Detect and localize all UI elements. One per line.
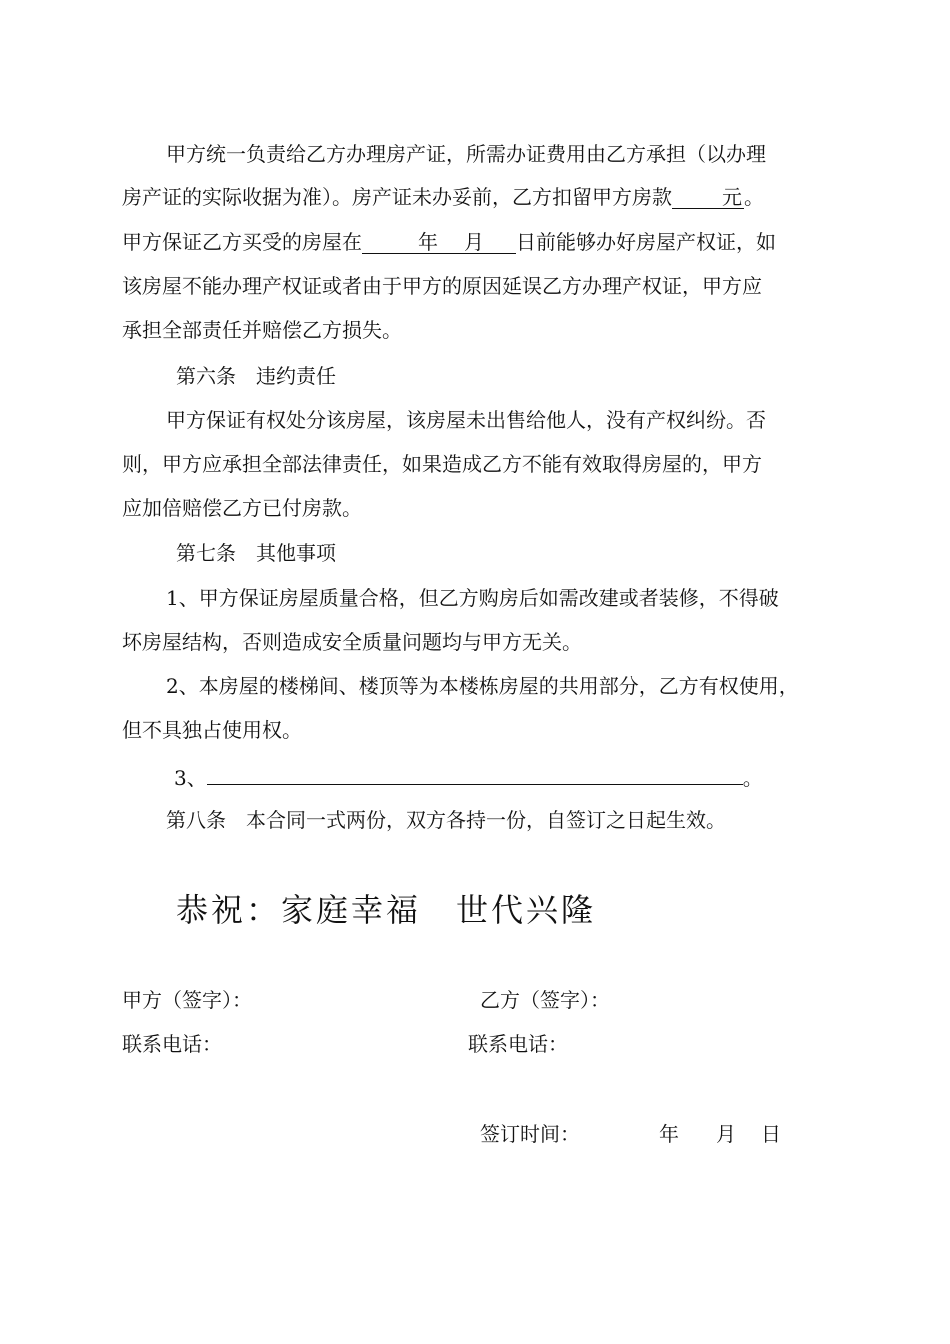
party-a-phone-label: 联系电话： <box>122 1032 222 1056</box>
clause7-item2-line2-text: 但不具独占使用权。 <box>122 718 302 742</box>
clause7-item1-line1 <box>166 584 886 612</box>
clause5-line4-text: 该房屋不能办理产权证或者由于甲方的原因延误乙方办理产权证，甲方应 <box>122 274 762 298</box>
clause5-line2 <box>122 183 842 211</box>
clause6-line2-text: 则，甲方应承担全部法律责任，如果造成乙方不能有效取得房屋的，甲方 <box>122 452 762 476</box>
clause5-line5 <box>122 316 842 344</box>
item3-blank[interactable] <box>207 762 743 785</box>
clause6-heading-text: 第六条 违约责任 <box>176 364 336 388</box>
clause6-line1-text: 甲方保证有权处分该房屋，该房屋未出售给他人，没有产权纠纷。否 <box>166 408 766 432</box>
clause8-text: 第八条 本合同一式两份，双方各持一份，自签订之日起生效。 <box>166 808 726 832</box>
clause7-item2-line1 <box>166 672 886 700</box>
clause5-line1 <box>166 140 886 168</box>
signing-year-label: 年 <box>659 1122 679 1146</box>
clause7-item1-line2 <box>122 628 842 656</box>
amount-unit: 元 <box>722 185 742 209</box>
clause6-heading <box>176 362 896 390</box>
clause6-line3 <box>122 494 842 522</box>
clause7-item3-end: 。 <box>742 766 763 790</box>
amount-blank[interactable] <box>672 186 744 209</box>
party-b-signature-label: 乙方（签字）： <box>480 988 610 1012</box>
clause5-line3-text: 甲方保证乙方买受的房屋在 <box>122 230 362 254</box>
signing-month-label: 月 <box>716 1122 736 1146</box>
clause7-item1-line1-text: 1、甲方保证房屋质量合格，但乙方购房后如需改建或者装修，不得破 <box>166 586 779 610</box>
clause6-line3-text: 应加倍赔偿乙方已付房款。 <box>122 496 362 520</box>
clause6-line1 <box>166 406 886 434</box>
party-a-signature-label: 甲方（签字）： <box>122 988 252 1012</box>
deadline-year-label: 年 <box>418 230 438 254</box>
clause7-heading-text: 第七条 其他事项 <box>176 541 336 565</box>
deadline-month-label: 月 <box>464 230 484 254</box>
clause5-line2-end: 。 <box>744 185 764 209</box>
clause6-line2 <box>122 450 842 478</box>
clause5-line5-text: 承担全部责任并赔偿乙方损失。 <box>122 318 402 342</box>
clause5-line1-text: 甲方统一负责给乙方办理房产证，所需办证费用由乙方承担（以办理 <box>166 142 766 166</box>
party-b-phone-label: 联系电话： <box>468 1032 568 1056</box>
clause8 <box>166 806 886 834</box>
signing-date-label: 签订时间： <box>480 1122 580 1146</box>
clause5-line3-post: 日前能够办好房屋产权证，如 <box>516 230 776 254</box>
clause7-item2-line1-text: 2、本房屋的楼梯间、楼顶等为本楼栋房屋的共用部分，乙方有权使用， <box>166 674 799 698</box>
blessing-text: 恭祝：家庭幸福 世代兴隆 <box>176 891 597 929</box>
deadline-date-blank[interactable] <box>362 231 516 254</box>
clause7-item1-line2-text: 坏房屋结构，否则造成安全质量问题均与甲方无关。 <box>122 630 582 654</box>
clause5-line3 <box>122 228 842 256</box>
clause5-line4 <box>122 272 842 300</box>
clause7-heading <box>176 539 896 567</box>
clause7-item3 <box>174 762 894 792</box>
clause5-line2-text: 房产证的实际收据为准）。房产证未办妥前，乙方扣留甲方房款 <box>122 185 672 209</box>
signing-day-label: 日 <box>761 1122 781 1146</box>
clause7-item3-prefix: 3、 <box>174 766 207 790</box>
clause7-item2-line2 <box>122 716 842 744</box>
